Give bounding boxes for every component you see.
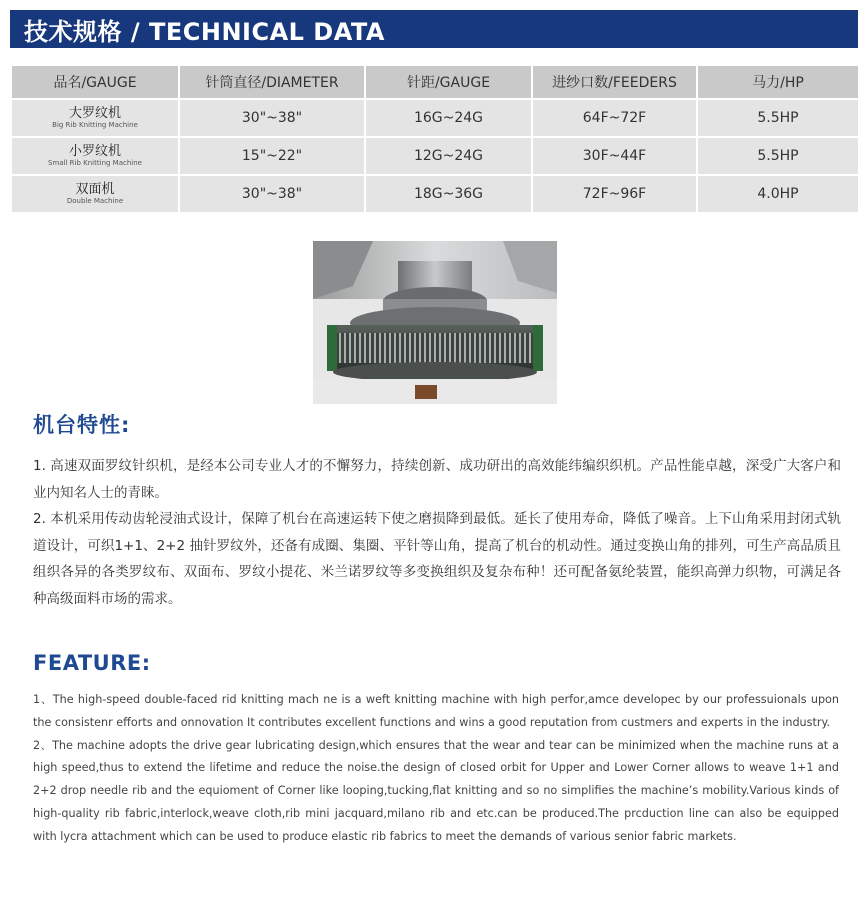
features-cn-paragraph: 2. 本机采用传动齿轮浸油式设计，保障了机台在高速运转下使之磨损降到最低。延长了使用寿命，降低了噪音。上下山角采用封闭式轨道设计，可织1+1、2+2 抽针罗纹外，还备有成圈、集圈、平针等山角，提高了机台的机动性。通过变换山角的排列，可生产高品质且组织各异的各类罗纹布、双面布、罗纹小提花、米兰诺罗纹等多变换组织及复杂布种！还可配备氨纶装置，能织高弹力织物，可满足各种高级面料市场的需求。 xyxy=(33,511,841,607)
col-header-gauge: 针距/GAUGE xyxy=(366,66,531,98)
features-cn-body xyxy=(33,453,841,612)
machine-name-cell xyxy=(12,138,178,174)
features-en-paragraph: 1、The high-speed double-faced rid knitting mach ne is a weft knitting machine with high perfor,amce developec by our professuionals upon the consistenr efforts and onnovation It contributes excellent functions and wins a good reputation from custmers and experts in the industry. xyxy=(33,693,839,729)
col-header-gauge-name: 品名/GAUGE xyxy=(12,66,178,98)
features-en-paragraph: 2、The machine adopts the drive gear lubricating design,which ensures that the wear and tear can be minimized when the machine runs at a high speed,thus to extend the lifetime and reduce the noise.the design of closed orbit for Upper and Lower Corner allows to weave 1+1 and 2+2 drop needle rib and the equioment of Corner like looping,tucking,flat knitting and so no simplifies the machine’s mobility.Various kinds of high-quality rib fabric,interlock,weave cloth,rib mini jacquard,milano rib and etc.can be produced.The prcduction line can also be equipped with lycra attachment which can be used to produce elastic rib fabrics to meet the demands of various senior fabric markets. xyxy=(33,738,839,843)
technical-data-table xyxy=(10,64,860,214)
hp-cell: 5.5HP xyxy=(698,138,858,174)
features-en-body xyxy=(33,689,839,849)
features-en-heading: FEATURE: xyxy=(33,651,151,675)
features-cn-heading: 机台特性: xyxy=(33,413,131,437)
page-title-banner xyxy=(10,10,858,48)
table-row xyxy=(12,176,858,212)
machine-name-cell xyxy=(12,176,178,212)
machine-name-en: Double Machine xyxy=(66,197,124,206)
gauge-cell: 12G~24G xyxy=(366,138,531,174)
feeders-cell: 64F~72F xyxy=(533,100,696,136)
hp-cell: 4.0HP xyxy=(698,176,858,212)
machine-name-cn: 大罗纹机 xyxy=(68,105,121,121)
page-title: 技术规格 / TECHNICAL DATA xyxy=(24,17,386,46)
table-header-row xyxy=(12,66,858,98)
diameter-cell: 15"~22" xyxy=(180,138,364,174)
machine-name-en: Small Rib Knitting Machine xyxy=(48,159,142,168)
col-header-feeders: 进纱口数/FEEDERS xyxy=(533,66,696,98)
machine-name-cn: 双面机 xyxy=(75,181,115,197)
diameter-cell: 30"~38" xyxy=(180,100,364,136)
feeders-cell: 30F~44F xyxy=(533,138,696,174)
machine-name-cn: 小罗纹机 xyxy=(68,143,121,159)
hp-cell: 5.5HP xyxy=(698,100,858,136)
gauge-cell: 18G~36G xyxy=(366,176,531,212)
gauge-cell: 16G~24G xyxy=(366,100,531,136)
table-row xyxy=(12,100,858,136)
machine-name-en: Big Rib Knitting Machine xyxy=(52,121,138,130)
machine-cylinder-illustration xyxy=(313,241,557,404)
machine-name-cell xyxy=(12,100,178,136)
table-row xyxy=(12,138,858,174)
col-header-diameter: 针筒直径/DIAMETER xyxy=(180,66,364,98)
col-header-hp: 马力/HP xyxy=(698,66,858,98)
features-cn-paragraph: 1. 高速双面罗纹针织机，是经本公司专业人才的不懈努力，持续创新、成功研出的高效能纬编织织机。产品性能卓越，深受广大客户和业内知名人士的青睐。 xyxy=(33,458,841,501)
feeders-cell: 72F~96F xyxy=(533,176,696,212)
knitting-machine-photo xyxy=(313,241,557,404)
diameter-cell: 30"~38" xyxy=(180,176,364,212)
